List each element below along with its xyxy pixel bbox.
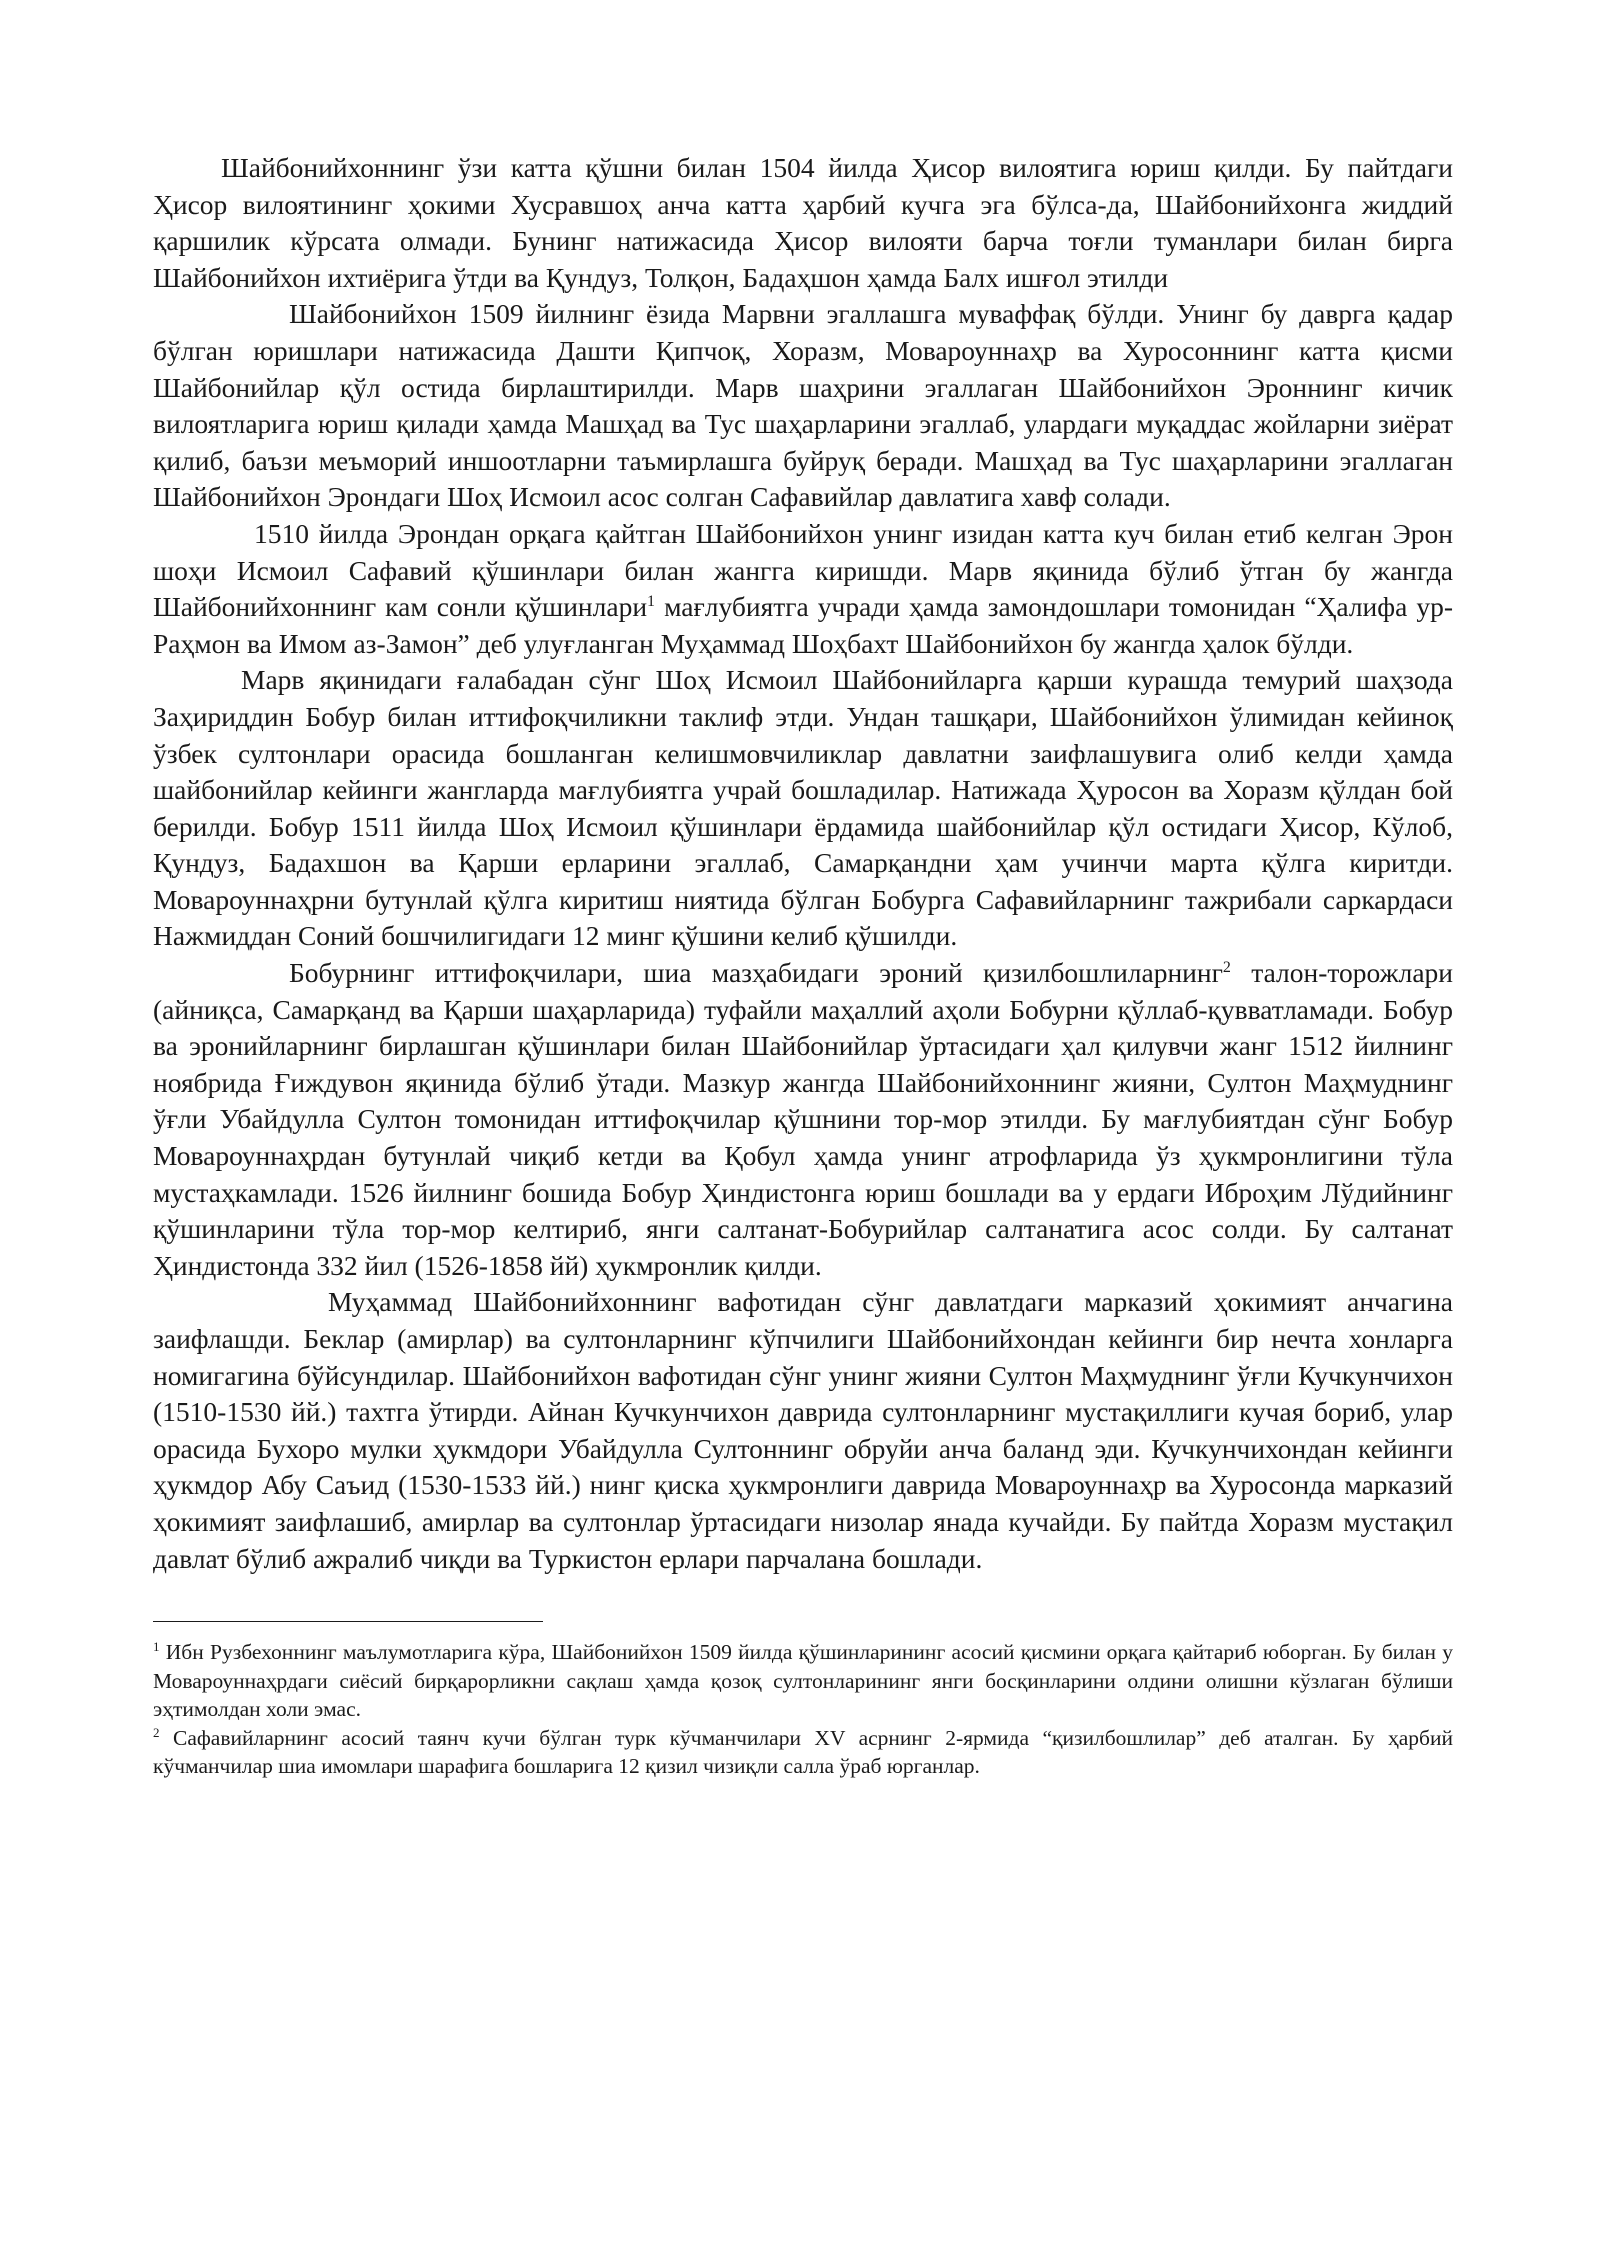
paragraph-battle-of-marv: [153, 516, 1453, 662]
paragraph-hisor-campaign: [153, 150, 1453, 296]
paragraph-marv-conquest: [153, 296, 1453, 516]
paragraph-text: Шайбонийхоннинг ўзи катта қўшни билан 1504 йилда Ҳисор вилоятига юриш қилди. Бу пайтдаги Ҳисор вилоятининг ҳокими Хусравшоҳ анча катта ҳарбий кучга эга бўлса-да, Шайбонийхонга жиддий қаршилик кўрсата олмади. Бунинг натижасида Ҳисор вилояти барча тоғли туманлари билан бирга Шайбонийхон ихтиёрига ўтди ва Қундуз, Толқон, Бадаҳшон ҳамда Балх ишғол этилди: [153, 152, 1453, 293]
paragraph-babur-alliance: [153, 662, 1453, 955]
footnote-reference-1[interactable]: 1: [647, 592, 656, 610]
document-page: [153, 150, 1453, 1781]
footnote-1: [153, 1638, 1453, 1724]
paragraph-text: 1510 йилда Эрондан орқага қайтган Шайбонийхон унинг изидан катта куч билан етиб келган Эрон шоҳи Исмоил Сафавий қўшинлари билан жангга киришди. Марв яқинида бўлиб ўтган бу жангда Шайбонийхоннинг кам сонли қўшинлари: [153, 517, 1453, 623]
footnote-2: [153, 1724, 1453, 1781]
paragraph-text: талон-торожлари (айниқса, Самарқанд ва Қарши шаҳарларида) туфайли маҳаллий аҳоли Бобурни қўллаб-қувватламади. Бобур ва эронийларнинг бирлашган қўшинлари билан Шайбонийлар ўртасидаги ҳал қилувчи жанг 1512 йилнинг ноябрида Ғиждувон яқинида бўлиб ўтади. Мазкур жангда Шайбонийхоннинг жияни, Султон Маҳмуднинг ўғли Убайдулла Султон томонидан иттифоқчилар қўшнини тор-мор этилди. Бу мағлубиятдан сўнг Бобур Мовароуннаҳрдан бутунлай чиқиб кетди ва Қобул ҳамда унинг атрофларида ўз ҳукмронлигини тўла мустаҳкамлади. 1526 йилнинг бошида Бобур Ҳиндистонга юриш бошлади ва у ердаги Иброҳим Лўдийнинг қўшинларини тўла тор-мор келтириб, янги салтанат-Бобурийлар салтанатига асос солди. Бу салтанат Ҳиндистонда 332 йил (1526-1858 йй) ҳукмронлик қилди.: [153, 957, 1453, 1281]
paragraph-text: Марв яқинидаги ғалабадан сўнг Шоҳ Исмоил Шайбонийларга қарши курашда темурий шаҳзода Заҳириддин Бобур билан иттифоқчиликни таклиф этди. Ундан ташқари, Шайбонийхон ўлимидан кейиноқ ўзбек султонлари орасида бошланган келишмовчиликлар давлатни заифлашувига олиб келди ҳамда шайбонийлар кейинги жангларда мағлубиятга учрай бошладилар. Натижада Ҳуросон ва Хоразм қўлдан бой берилди. Бобур 1511 йилда Шоҳ Исмоил қўшинлари ёрдамида шайбонийлар қўл остидаги Ҳисор, Кўлоб, Қундуз, Бадахшон ва Қарши ерларини эгаллаб, Самарқандни ҳам учинчи марта қўлга киритди. Мовароуннаҳрни бутунлай қўлга киритиш ниятида бўлган Бобурга Сафавийларнинг тажрибали саркардаси Нажмиддан Соний бошчилигидаги 12 минг қўшини келиб қўшилди.: [153, 664, 1453, 952]
footnote-text: Сафавийларнинг асосий таянч кучи бўлган турк кўчманчилари XV асрнинг 2-ярмида “қизилбошлилар” деб аталган. Бу ҳарбий кўчманчилар шиа имомлари шарафига бошларига 12 қизил чизиқли салла ўраб юрганлар.: [153, 1725, 1453, 1779]
footnote-text: Ибн Рузбехоннинг маълумотларига кўра, Шайбонийхон 1509 йилда қўшинларининг асосий қисмини орқага қайтариб юборган. Бу билан у Мовароуннаҳрдаги сиёсий бирқарорликни сақлаш ҳамда қозоқ султонларининг янги босқинларини олдини олишни кўзлаган бўлиши эҳтимолдан холи эмас.: [153, 1640, 1453, 1722]
paragraph-text: мағлубиятга учради ҳамда замондошлари томонидан “Ҳалифа ур-Раҳмон ва Имом аз-Замон” деб улуғланган Муҳаммад Шоҳбахт Шайбонийхон бу жангда ҳалок бўлди.: [153, 591, 1453, 659]
footnote-reference-2[interactable]: 2: [1222, 958, 1231, 976]
paragraph-text: Бобурнинг иттифоқчилари, шиа мазҳабидаги эроний қизилбошлиларнинг: [289, 957, 1223, 989]
footnote-separator: [153, 1621, 543, 1622]
footnote-number: 1: [153, 1639, 160, 1654]
paragraph-central-power-decline: [153, 1284, 1453, 1577]
paragraph-text: Шайбонийхон 1509 йилнинг ёзида Марвни эгаллашга муваффақ бўлди. Унинг бу даврга қадар бўлган юришлари натижасида Дашти Қипчоқ, Хоразм, Мовароуннаҳр ва Хуросоннинг катта қисми Шайбонийлар қўл остида бирлаштирилди. Марв шаҳрини эгаллаган Шайбонийхон Эроннинг кичик вилоятларига юриш қилади ҳамда Машҳад ва Тус шаҳарларини эгаллаб, улардаги муқаддас жойларни зиёрат қилиб, баъзи меъморий иншоотларни таъмирлашга буйруқ беради. Машҳад ва Тус шаҳарларини эгаллаган Шайбонийхон Эрондаги Шоҳ Исмоил асос солган Сафавийлар давлатига хавф солади.: [153, 298, 1453, 513]
paragraph-text: Муҳаммад Шайбонийхоннинг вафотидан сўнг давлатдаги марказий ҳокимият анчагина заифлашди. Беклар (амирлар) ва султонларнинг кўпчилиги Шайбонийхондан кейинги бир нечта хонларга номигагина бўйсундилар. Шайбонийхон вафотидан сўнг унинг жияни Султон Маҳмуднинг ўғли Кучкунчихон (1510-1530 йй.) тахтга ўтирди. Айнан Кучкунчихон даврида султонларнинг мустақиллиги кучая бориб, улар орасида Бухоро мулки ҳукмдори Убайдулла Султоннинг обруйи анча баланд эди. Кучкунчихондан кейинги ҳукмдор Абу Саъид (1530-1533 йй.) нинг қиска ҳукмронлиги даврида Мовароуннаҳр ва Хуросонда марказий ҳокимият заифлашиб, амирлар ва султонлар ўртасидаги низолар янада кучайди. Бу пайтда Хоразм мустақил давлат бўлиб ажралиб чиқди ва Туркистон ерлари парчалана бошлади.: [153, 1286, 1453, 1574]
footnote-number: 2: [153, 1724, 160, 1740]
paragraph-ghijduvan-battle: [153, 955, 1453, 1284]
